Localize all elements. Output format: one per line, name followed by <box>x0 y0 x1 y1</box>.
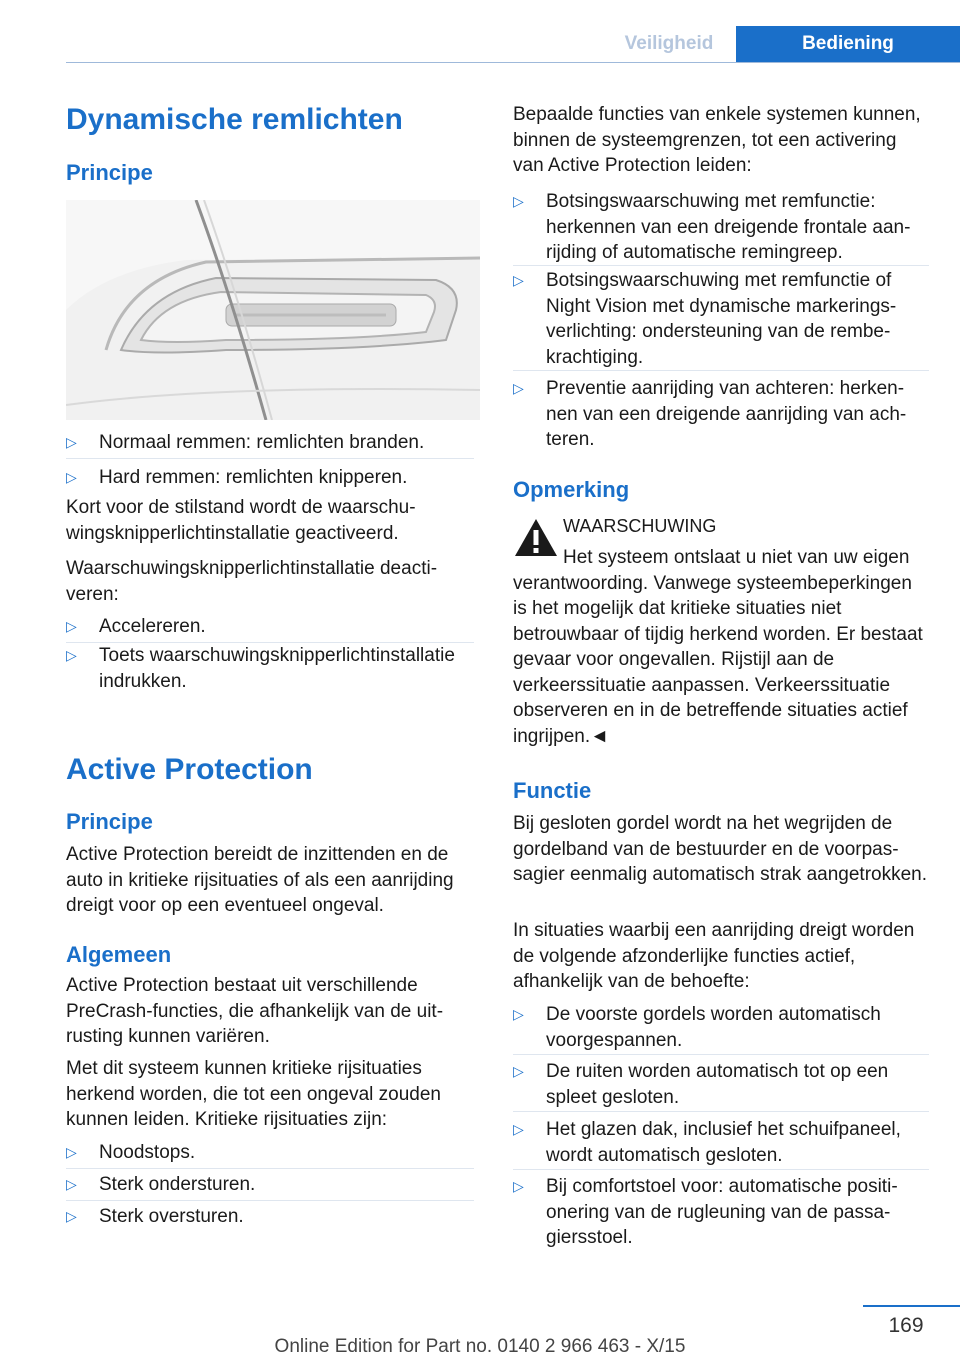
tab-veiligheid[interactable]: Veiligheid <box>624 33 714 54</box>
paragraph: Waarschuwingsknipperlichtinstallatie deactiveren: <box>66 558 438 605</box>
paragraph: Active Protection bereidt de inzittenden en de auto in kritieke rijsituaties of als een aanrijding dreigt voor op een eventueel ongeval. <box>66 844 454 916</box>
subheading-principe: Principe <box>66 160 153 185</box>
subheading-algemeen: Algemeen <box>66 942 172 967</box>
subheading-opmerking: Opmerking <box>513 477 630 502</box>
tail-light-illustration <box>66 200 480 420</box>
list-marker-icon: ▷ <box>513 1178 524 1194</box>
list-separator <box>66 1168 474 1169</box>
list-marker-icon: ▷ <box>513 380 524 396</box>
list-separator <box>66 458 474 459</box>
subheading-functie: Functie <box>513 778 592 803</box>
paragraph: Bij gesloten gordel wordt na het wegrijden de gordelband van de bestuurder en de voorpassagier eenmalig automatisch strak aangetrokken. <box>513 813 928 885</box>
paragraph: Bepaalde functies van enkele systemen kunnen, binnen de systeemgrenzen, tot een activering van Active Protection leiden: <box>513 104 921 176</box>
header-rule <box>66 62 960 63</box>
list-marker-icon: ▷ <box>66 618 77 634</box>
list-separator <box>513 1111 929 1112</box>
list-marker-icon: ▷ <box>513 193 524 209</box>
paragraph: Active Protection bestaat uit verschillende PreCrash-functies, die afhankelijk van de uitrusting kunnen variëren. <box>66 975 444 1047</box>
paragraph: Kort voor de stilstand wordt de waarschuwingsknipperlichtinstallatie geactiveerd. <box>66 497 416 544</box>
subheading-principe: Principe <box>66 809 153 834</box>
paragraph: In situaties waarbij een aanrijding dreigt worden de volgende afzonderlijke functies actief, afhankelijk van de behoefte: <box>513 920 915 992</box>
list-separator <box>66 1200 474 1201</box>
list-marker-icon: ▷ <box>66 469 77 485</box>
list-separator <box>513 1169 929 1170</box>
paragraph: Met dit systeem kunnen kritieke rijsituaties herkend worden, die tot een ongeval zouden kunnen leiden. Kritieke rijsituaties zijn: <box>66 1058 441 1130</box>
list-separator <box>513 1054 929 1055</box>
footer-edition-text: Online Edition for Part no. 0140 2 966 463 - X/15 <box>274 1336 686 1357</box>
list-marker-icon: ▷ <box>66 1176 77 1192</box>
list-marker-icon: ▷ <box>66 1208 77 1224</box>
warning-title: WAARSCHUWING <box>563 516 717 536</box>
tab-bediening[interactable]: Bediening <box>736 26 960 62</box>
page-number: 169 <box>888 1314 924 1337</box>
list-marker-icon: ▷ <box>513 1006 524 1022</box>
list-marker-icon: ▷ <box>513 1063 524 1079</box>
list-marker-icon: ▷ <box>66 1144 77 1160</box>
section-title-dynamische-remlichten: Dynamische remlichten <box>66 103 403 136</box>
list-separator <box>513 370 929 371</box>
list-marker-icon: ▷ <box>66 434 77 450</box>
list-separator <box>513 265 929 266</box>
warning-text: Het systeem ontslaat u niet van uw eigen verantwoording. Vanwege systeembeperkingen is het mogelijk dat kritieke situaties niet betrouwbaar of tijdig herkend worden. Er bestaat gevaar voor ongevallen. Rijstijl aan de verkeerssituatie aanpassen. Verkeerssituatie observeren en in de betreffende situaties actief ingrijpen.◄ <box>513 547 923 747</box>
list-marker-icon: ▷ <box>66 647 77 663</box>
list-marker-icon: ▷ <box>513 272 524 288</box>
footer-rule <box>863 1305 960 1307</box>
list-marker-icon: ▷ <box>513 1121 524 1137</box>
section-title-active-protection: Active Protection <box>66 753 313 786</box>
